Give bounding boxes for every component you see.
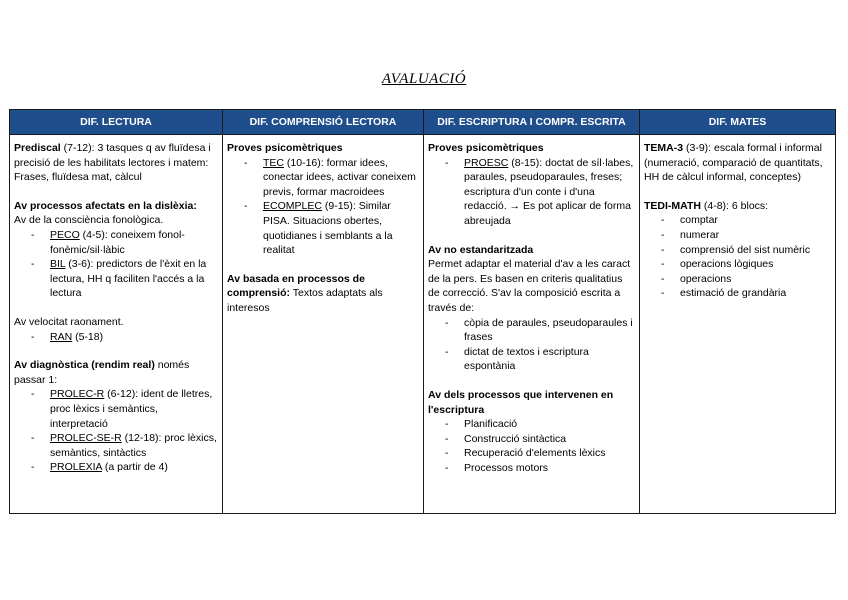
header-escriptura: DIF. ESCRIPTURA I COMPR. ESCRITA [424, 110, 640, 135]
tedi-paragraph [644, 199, 831, 214]
list-item [14, 330, 218, 345]
list-item: - numerar [644, 228, 831, 243]
comprensio-proves-heading: Proves psicomètriques [227, 142, 343, 154]
diagnostica-bold: Av diagnòstica (rendim real) [14, 359, 155, 372]
prediscal-name: Prediscal [14, 142, 61, 154]
list-item: - Construcció sintàctica [428, 432, 635, 447]
tec-text: (10-16): formar idees, conectar idees, activar coneixem previs, formar macroidees [263, 156, 416, 198]
header-row [10, 110, 836, 135]
list-item: - Planificació [428, 417, 635, 432]
prolexia-text: (a partir de 4) [101, 461, 168, 474]
no-estandard-text: Permet adaptar el material d'av a les caract de la pers. Es basen en criteris qualitatius de correcció. S'av la composició escrita a través de: [428, 258, 631, 314]
list-item: - dictat de textos i escriptura espontània [428, 345, 635, 374]
diagnostica-rest: només passar 1: [14, 359, 190, 386]
tec-name: TEC [263, 156, 284, 169]
ran-name: RAN [50, 330, 73, 343]
peco-name: PECO [50, 228, 80, 241]
cell-mates [640, 135, 836, 514]
escriptura-proves-heading: Proves psicomètriques [428, 142, 544, 154]
basada-rest: Textos adaptats als interesos [227, 287, 383, 314]
diagnostica-list [14, 387, 218, 475]
list-item: - estimació de grandària [644, 286, 831, 301]
basada-paragraph [227, 272, 419, 316]
velocitat-text: Av velocitat raonament. [14, 315, 124, 328]
basada-bold: Av basada en processos de comprensió: [227, 272, 365, 300]
ran-text: (5-18) [72, 330, 104, 343]
list-item: - comprensió del sist numèric [644, 243, 831, 258]
prolecser-name: PROLEC-SE-R [50, 432, 122, 445]
list-item [428, 156, 635, 229]
comprensio-proves-list [227, 156, 419, 258]
evaluation-table [9, 109, 836, 514]
velocitat-list [14, 330, 218, 345]
cell-lectura [10, 135, 223, 514]
list-item [14, 387, 218, 431]
header-mates: DIF. MATES [640, 110, 836, 135]
proesc-text: (8-15): doctat de síl·labes, paraules, pseudoparaules, freses; escriptura d'un conte i d'una redacció. → Es pot aplicar de forma abreujada [464, 156, 634, 227]
prolexia-name: PROLEXIA [50, 461, 102, 474]
list-item: - comptar [644, 213, 831, 228]
proesc-name: PROESC [464, 156, 509, 169]
list-item [14, 257, 218, 301]
bil-text: (3-6): predictors de l'èxit en la lectura, HH q faciliten l'accés a la lectura [50, 258, 207, 300]
tema-paragraph [644, 141, 831, 185]
peco-text: (4-5): coneixem fonol-fonèmic/sil·làbic [50, 228, 185, 256]
no-estandard-heading: Av no estandaritzada [428, 243, 534, 256]
list-item [227, 156, 419, 200]
tema-text: (3-9): escala formal i informal (numeració, comparació de quantitats, HH de càlcul informal, conceptes) [644, 142, 823, 184]
page-title: AVALUACIÓ [381, 71, 467, 87]
header-comprensio: DIF. COMPRENSIÓ LECTORA [223, 110, 424, 135]
prolecr-text: (6-12): ident de lletres, proc lèxics i semàntics, interpretació [50, 388, 213, 430]
cell-comprensio [223, 135, 424, 514]
list-item [14, 431, 218, 460]
prediscal-text: (7-12): 3 tasques q av fluïdesa i precisió de les habilitats lectores i matem: Frases, fluïdesa mat, càlcul [14, 142, 211, 184]
list-item: - Recuperació d'elements lèxics [428, 446, 635, 461]
ecomplec-name: ECOMPLEC [263, 200, 322, 213]
list-item: - còpia de paraules, pseudoparaules i frases [428, 316, 635, 345]
escriptura-proves-list [428, 156, 635, 229]
processos-escriptura-heading: Av dels processos que intervenen en l'escriptura [428, 388, 614, 416]
list-item [14, 460, 218, 475]
prediscal-paragraph [14, 141, 218, 185]
bil-name: BIL [50, 258, 66, 271]
cell-escriptura [424, 135, 640, 514]
processos-list [428, 417, 635, 475]
list-item: - Processos motors [428, 461, 635, 476]
header-lectura: DIF. LECTURA [10, 110, 223, 135]
prolecr-name: PROLEC-R [50, 388, 105, 401]
list-item [14, 228, 218, 257]
processos-heading: Av processos afectats en la dislèxia: [14, 199, 197, 212]
consciencia-list [14, 228, 218, 301]
ecomplec-text: (9-15): Similar PISA. Situacions obertes, quotidianes i semblants a la realitat [263, 200, 393, 257]
list-item: - operacions [644, 272, 831, 287]
consciencia-text: Av de la consciència fonològica. [14, 214, 164, 227]
diagnostica-paragraph [14, 358, 218, 387]
tedi-name: TEDI-MATH [644, 199, 701, 212]
content-row [10, 135, 836, 514]
blocs-list [644, 213, 831, 301]
composicio-list [428, 316, 635, 374]
tedi-text: (4-8): 6 blocs: [700, 199, 769, 212]
list-item [227, 199, 419, 257]
tema-name: TEMA-3 [644, 142, 684, 154]
list-item: - operacions lògiques [644, 257, 831, 272]
prolecser-text: (12-18): proc lèxics, semàntics, sintàctics [50, 432, 217, 459]
